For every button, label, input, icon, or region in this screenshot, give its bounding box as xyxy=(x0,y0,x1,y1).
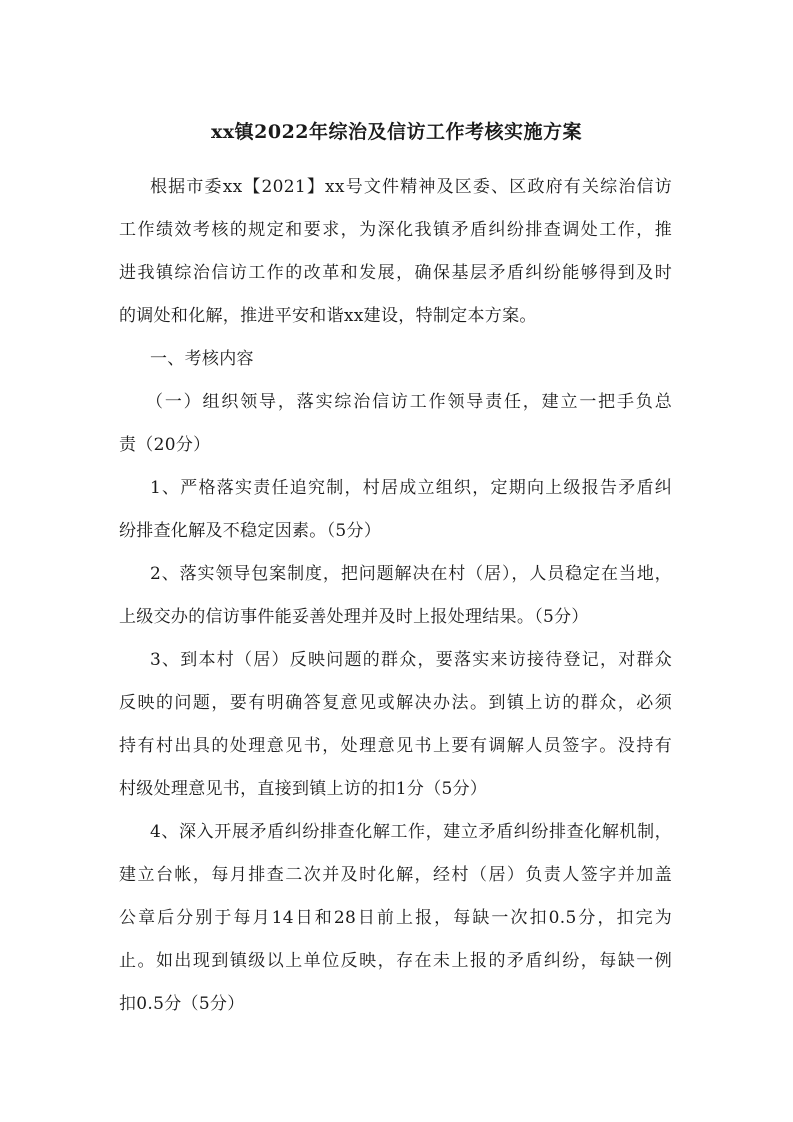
paragraph-line: 上级交办的信访事件能妥善处理并及时上报处理结果。（5分） xyxy=(119,607,589,627)
paragraph-line: 工作绩效考核的规定和要求，为深化我镇矛盾纠纷排查调处工作，推 xyxy=(119,220,672,240)
paragraph-line: 的调处和化解，推进平安和谐xx建设，特制定本方案。 xyxy=(119,306,537,326)
subsection-heading: 责（20分） xyxy=(119,435,211,455)
paragraph-line: 建立台帐，每月排查二次并及时化解，经村（居）负责人签字并加盖 xyxy=(119,865,672,885)
paragraph-line: 根据市委xx【2021】xx号文件精神及区委、区政府有关综治信访 xyxy=(150,177,672,197)
paragraph-line: 2、落实领导包案制度，把问题解决在村（居），人员稳定在当地， xyxy=(150,564,672,584)
paragraph-line: 纷排查化解及不稳定因素。（5分） xyxy=(119,521,382,541)
paragraph-line: 扣0.5分（5分） xyxy=(119,994,245,1014)
paragraph-line: 3、到本村（居）反映问题的群众，要落实来访接待登记，对群众 xyxy=(150,650,672,670)
paragraph-line: 反映的问题，要有明确答复意见或解决办法。到镇上访的群众，必须 xyxy=(119,693,672,713)
paragraph-line: 4、深入开展矛盾纠纷排查化解工作，建立矛盾纠纷排查化解机制， xyxy=(150,822,672,842)
paragraph-line: 进我镇综治信访工作的改革和发展，确保基层矛盾纠纷能够得到及时 xyxy=(119,263,672,283)
section-heading: 一、考核内容 xyxy=(150,349,254,369)
paragraph-line: 止。如出现到镇级以上单位反映，存在未上报的矛盾纠纷，每缺一例 xyxy=(119,951,672,971)
subsection-heading: （一）组织领导，落实综治信访工作领导责任，建立一把手负总 xyxy=(146,392,672,412)
document-title: xx镇2022年综治及信访工作考核实施方案 xyxy=(210,121,583,143)
paragraph-line: 持有村出具的处理意见书，处理意见书上要有调解人员签字。没持有 xyxy=(119,736,672,756)
paragraph-line: 村级处理意见书，直接到镇上访的扣1分（5分） xyxy=(119,779,488,799)
paragraph-line: 1、严格落实责任追究制，村居成立组织，定期向上级报告矛盾纠 xyxy=(150,478,672,498)
paragraph-line: 公章后分别于每月14日和28日前上报，每缺一次扣0.5分，扣完为 xyxy=(119,908,672,928)
